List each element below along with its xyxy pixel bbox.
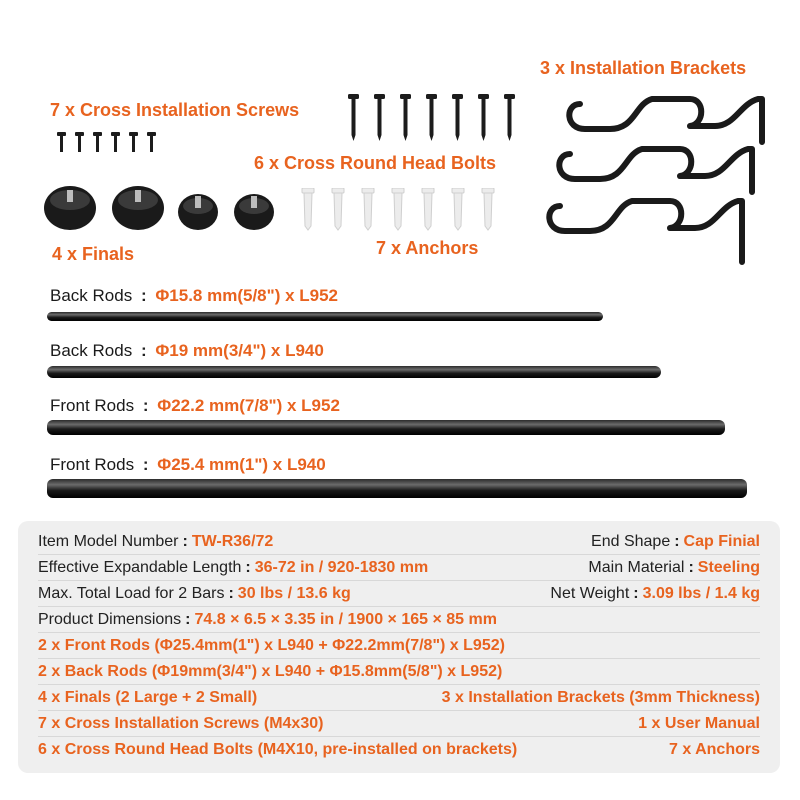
spec-row-front-rods: [38, 633, 760, 659]
rod-caption-3: Front Rods : Φ22.2 mm(7/8") x L952: [50, 396, 340, 415]
spec-key: Product Dimensions: [38, 610, 182, 628]
rod-dim: Φ25.4 mm(1") x L940: [157, 455, 326, 474]
anchors-image: [298, 188, 508, 232]
spec-value: 36-72 in / 920-1830 mm: [254, 558, 429, 576]
spec-row-load: Max. Total Load for 2 Bars : 30 lbs / 13.6 kg Net Weight : 3.09 lbs / 1.4 kg: [38, 581, 760, 607]
rod-name: Back Rods: [50, 341, 133, 360]
spec-value: 2 x Front Rods (Φ25.4mm(1") x L940 + Φ22.2mm(7/8") x L952): [38, 636, 505, 654]
rod-caption-4: Front Rods : Φ25.4 mm(1") x L940: [50, 455, 326, 474]
label-anchors: 7 x Anchors: [376, 238, 479, 258]
spec-table: [18, 521, 780, 773]
label-finals: 4 x Finals: [52, 244, 135, 264]
rod-name: Front Rods: [50, 455, 135, 474]
spec-value: Steeling: [697, 558, 760, 576]
rod-dim: Φ15.8 mm(5/8") x L952: [155, 286, 339, 305]
spec-value: Cap Finial: [683, 532, 760, 550]
spec-row-length: Effective Expandable Length : 36-72 in / 920-1830 mm Main Material : Steeling: [38, 555, 760, 581]
spec-row-screws: [38, 711, 760, 737]
spec-value: 4 x Finals (2 Large + 2 Small): [38, 688, 258, 706]
label-screws: 7 x Cross Installation Screws: [50, 100, 300, 120]
label-bolts: 6 x Cross Round Head Bolts: [254, 153, 497, 173]
spec-row-back-rods: [38, 659, 760, 685]
long-screws-image: [344, 94, 534, 144]
spec-key: End Shape: [591, 532, 671, 550]
rod-name: Front Rods: [50, 396, 135, 415]
rod-dim: Φ19 mm(3/4") x L940: [155, 341, 324, 360]
spec-row-bolts: [38, 737, 760, 763]
spec-row-dims: Product Dimensions : 74.8 × 6.5 × 3.35 in / 1900 × 165 × 85 mm: [38, 607, 760, 633]
spec-value: 1 x User Manual: [638, 714, 760, 732]
spec-key: Net Weight: [550, 584, 630, 602]
spec-row-finals: [38, 685, 760, 711]
spec-key: Effective Expandable Length: [38, 558, 242, 576]
rod-back-small: [47, 312, 603, 321]
rod-front-large: [47, 479, 747, 498]
spec-value: 2 x Back Rods (Φ19mm(3/4") x L940 + Φ15.8mm(5/8") x L952): [38, 662, 503, 680]
spec-row-model: Item Model Number : TW-R36/72 End Shape : Cap Finial: [38, 529, 760, 555]
brackets-image: [540, 84, 780, 274]
spec-value: 74.8 × 6.5 × 3.35 in / 1900 × 165 × 85 mm: [194, 610, 497, 628]
spec-value: TW-R36/72: [191, 532, 274, 550]
spec-value: 3 x Installation Brackets (3mm Thickness): [441, 688, 760, 706]
label-brackets: 3 x Installation Brackets: [540, 58, 747, 78]
spec-value: 30 lbs / 13.6 kg: [237, 584, 351, 602]
spec-key: Max. Total Load for 2 Bars: [38, 584, 225, 602]
spec-key: Item Model Number: [38, 532, 179, 550]
spec-key: Main Material: [588, 558, 685, 576]
spec-value: 6 x Cross Round Head Bolts (M4X10, pre-installed on brackets): [38, 741, 518, 758]
short-screws-image: [55, 130, 165, 156]
spec-value: 7 x Cross Installation Screws (M4x30): [38, 714, 324, 732]
rod-caption-1: Back Rods : Φ15.8 mm(5/8") x L952: [50, 286, 339, 305]
rod-front-small: [47, 420, 725, 435]
rod-name: Back Rods: [50, 286, 133, 305]
spec-value: 7 x Anchors: [669, 741, 760, 758]
rod-caption-2: Back Rods : Φ19 mm(3/4") x L940: [50, 341, 324, 360]
spec-value: 3.09 lbs / 1.4 kg: [642, 584, 760, 602]
rod-dim: Φ22.2 mm(7/8") x L952: [157, 396, 340, 415]
finials-image: [40, 180, 290, 236]
rod-back-large: [47, 366, 661, 378]
